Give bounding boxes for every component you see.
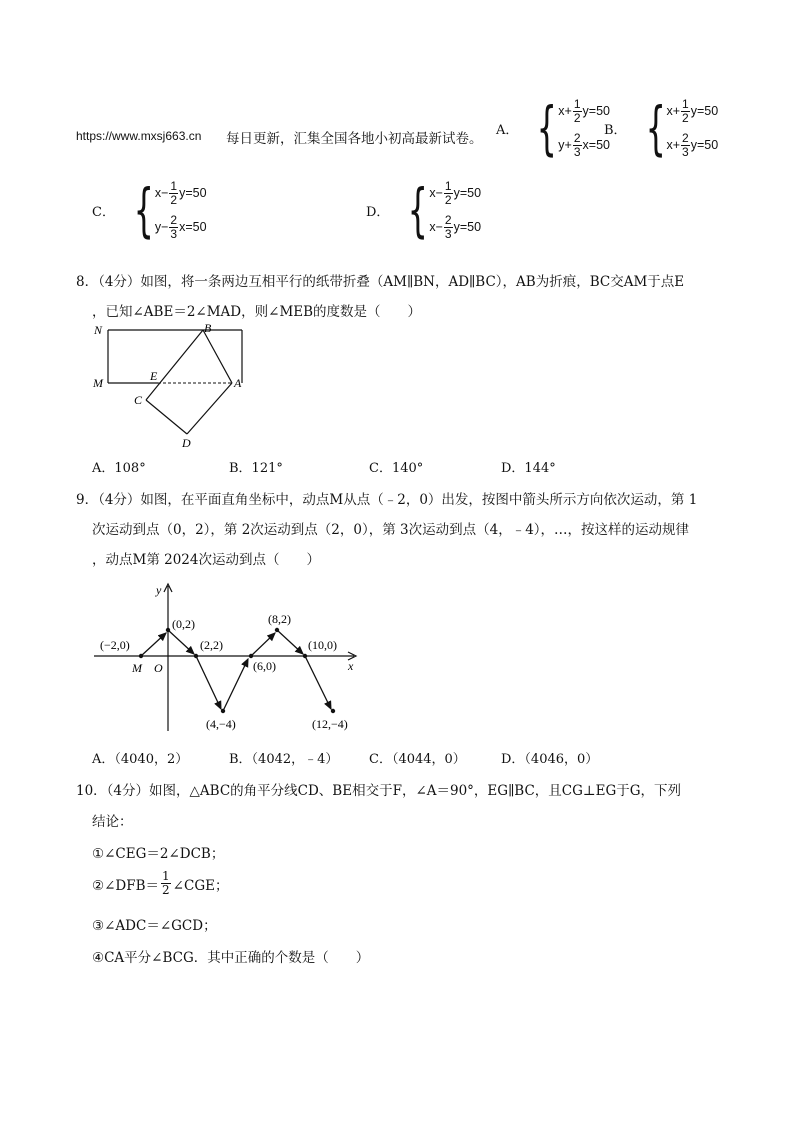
coord-label: (0,2) [172, 617, 195, 631]
coord-label: (2,2) [200, 638, 223, 652]
q7-option-a [496, 96, 610, 160]
equation-1: x+ $\frac{1}{2}$ y=50 [666, 96, 719, 125]
x-axis-label: x [348, 659, 354, 673]
point-m-label: M [132, 661, 142, 675]
source-url[interactable]: https://www.mxsj663.cn [76, 129, 202, 143]
equation-2: y− $\frac{2}{3}$ x=50 [154, 212, 207, 241]
equation-2: y+ $\frac{2}{3}$ x=50 [558, 130, 611, 159]
fraction: 1 2 [162, 869, 170, 897]
left-brace-icon: { [133, 176, 154, 244]
q9-option-a[interactable]: A．（4040，2） [92, 752, 189, 767]
q10-conclusion-4: ④CA平分∠BCG．其中正确的个数是（ ） [92, 950, 370, 966]
coord-label: (4,−4) [206, 717, 236, 731]
left-brace-icon: { [645, 94, 666, 162]
q8-option-b[interactable]: B．121° [229, 461, 283, 476]
q10-conclusion-2: ②∠DFB＝ 1 2 ∠CGE； [92, 869, 229, 897]
coordinate-figure [90, 576, 362, 736]
equation-2: x− $\frac{2}{3}$ y=50 [429, 212, 482, 241]
q8-stem-line1: 8．（4分）如图，将一条两边互相平行的纸带折叠（AM∥BN，AD∥BC），AB为折痕，BC交AM于点E [76, 274, 685, 290]
option-label: B． [604, 122, 627, 138]
q8-option-d[interactable]: D．144° [501, 461, 556, 476]
q10-stem-line2: 结论： [92, 814, 133, 830]
q7-option-d [366, 178, 481, 242]
equation-2: x+ $\frac{2}{3}$ y=50 [666, 130, 719, 159]
left-brace-icon: { [408, 176, 429, 244]
label-a: A [234, 376, 242, 390]
origin-label: O [154, 661, 163, 675]
q8-option-a[interactable]: A．108° [92, 461, 146, 476]
q8-option-c[interactable]: C．140° [369, 461, 424, 476]
folding-figure [88, 320, 248, 450]
coord-label: (10,0) [308, 638, 337, 652]
coord-label: (8,2) [268, 612, 291, 626]
q9-stem-line3: ，动点M第 2024次运动到点（ ） [92, 552, 320, 568]
label-m: M [93, 376, 103, 390]
q7-option-b [604, 96, 718, 160]
q8-stem-line2: ，已知∠ABE＝2∠MAD，则∠MEB的度数是（ ） [92, 304, 422, 320]
equation-1: x+ $\frac{1}{2}$ y=50 [558, 96, 611, 125]
coord-label: (6,0) [253, 659, 276, 673]
q9-option-c[interactable]: C．（4044，0） [369, 752, 466, 767]
option-label: D． [366, 204, 390, 220]
q7-option-c [92, 178, 207, 242]
left-brace-icon: { [536, 94, 558, 162]
q9-stem-line2: 次运动到点（0，2），第 2次运动到点（2，0），第 3次运动到点（4，﹣4），…，按这样的运动规律 [92, 522, 690, 538]
label-b: B [204, 321, 212, 335]
label-n: N [94, 323, 103, 337]
coord-label: (−2,0) [100, 638, 130, 652]
q10-stem-line1: 10．（4分）如图，△ABC的角平分线CD、BE相交于F，∠A＝90°，EG∥BC，且CG⊥EG于G，下列 [76, 783, 682, 799]
coord-label: (12,−4) [312, 717, 348, 731]
header-tagline: 每日更新，汇集全国各地小初高最新试卷。 [226, 131, 483, 147]
q10-conclusion-1: ①∠CEG＝2∠DCB； [92, 846, 225, 862]
q10-conclusion-3: ③∠ADC＝∠GCD； [92, 918, 217, 934]
option-label: C． [92, 204, 115, 220]
q9-option-d[interactable]: D．（4046，0） [501, 752, 599, 767]
label-d: D [182, 436, 191, 450]
label-c: C [134, 393, 143, 407]
equation-1: x− $\frac{1}{2}$ y=50 [154, 178, 207, 207]
option-label: A． [496, 122, 519, 138]
equation-1: x− $\frac{1}{2}$ y=50 [429, 178, 482, 207]
y-axis-label: y [156, 583, 162, 597]
q9-option-b[interactable]: B．（4042，﹣4） [229, 752, 339, 767]
label-e: E [150, 369, 158, 383]
q9-stem-line1: 9．（4分）如图，在平面直角坐标中，动点M从点（﹣2，0）出发，按图中箭头所示方向依次运动，第 1 [76, 492, 698, 508]
